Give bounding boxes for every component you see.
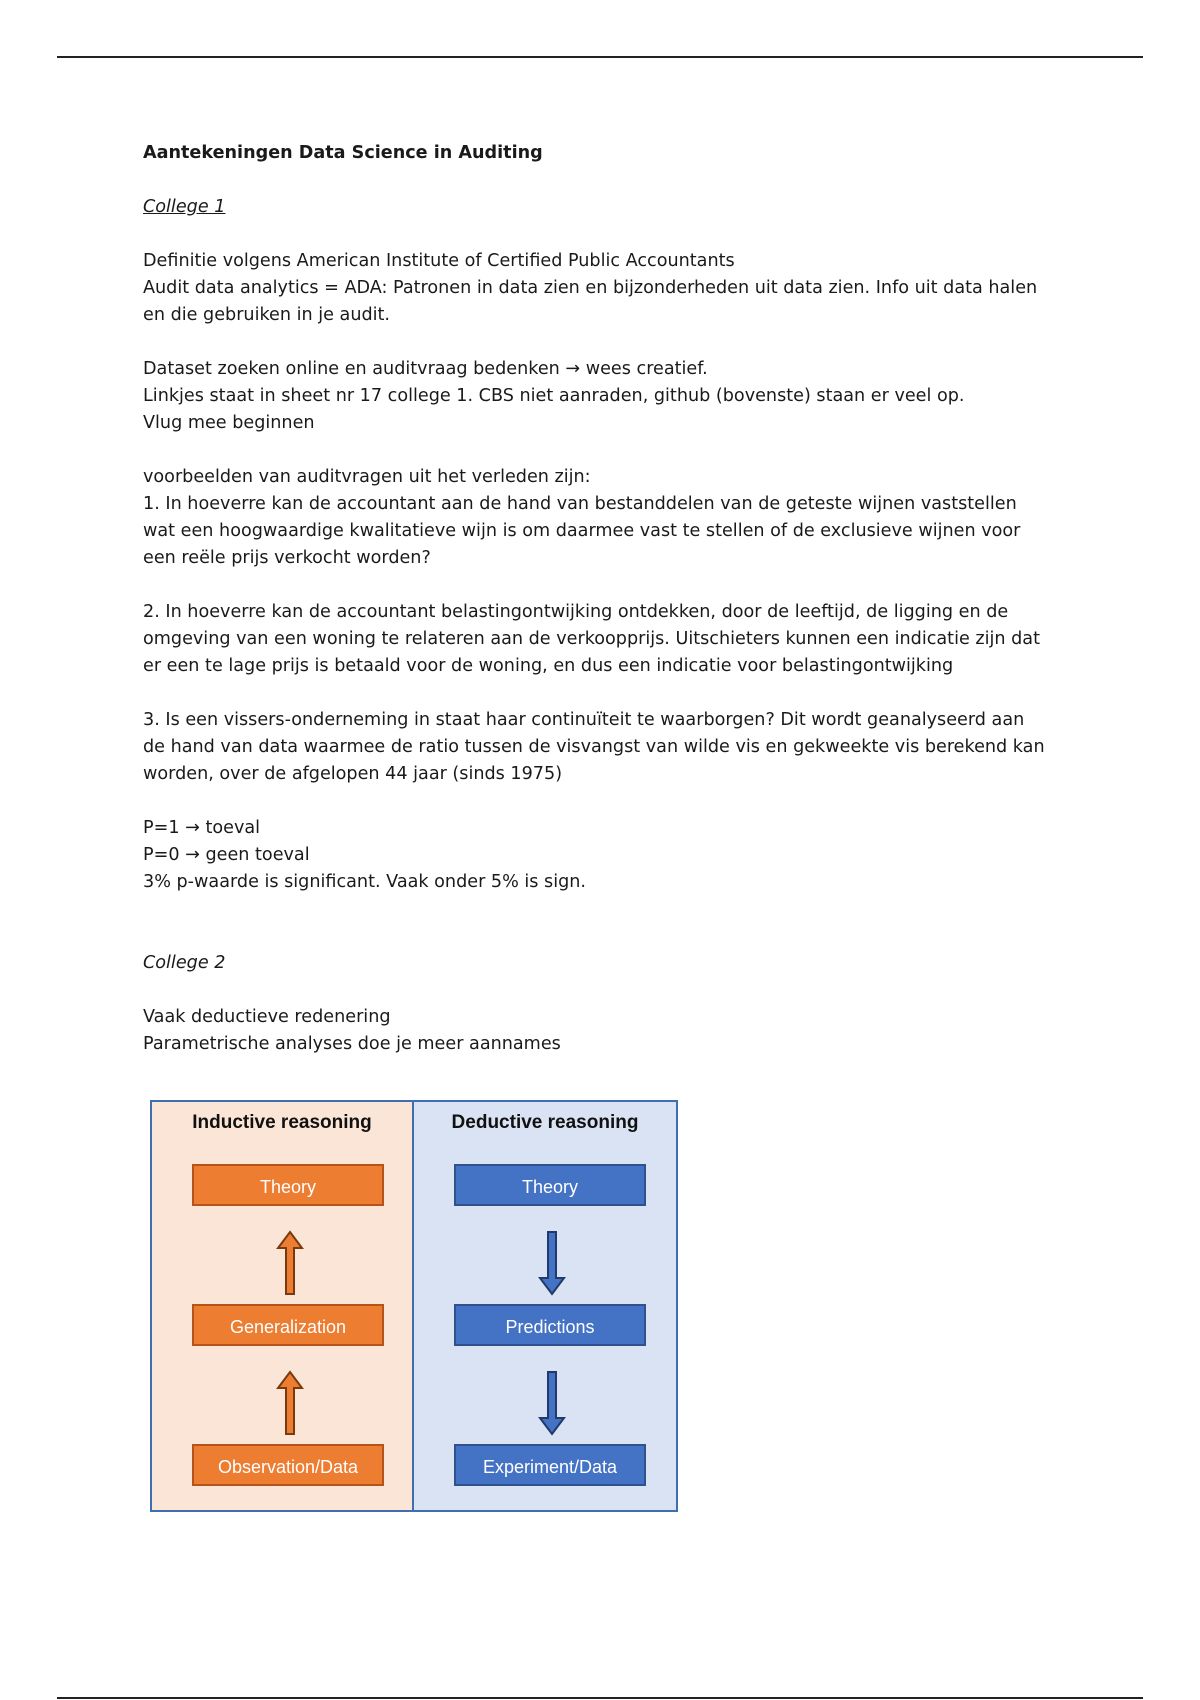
deductive-column bbox=[414, 1102, 676, 1510]
arrow-down-icon bbox=[538, 1370, 566, 1436]
paragraph-line: Definitie volgens American Institute of Certified Public Accountants bbox=[143, 251, 735, 271]
paragraph-line: 3% p-waarde is significant. Vaak onder 5% is sign. bbox=[143, 872, 587, 892]
paragraph-line: een reële prijs verkocht worden? bbox=[143, 548, 431, 568]
paragraph-line: Audit data analytics = ADA: Patronen in data zien en bijzonderheden uit data zien. Info uit data halen bbox=[143, 278, 1038, 298]
header-rule bbox=[57, 56, 1143, 58]
deductive-title: Deductive reasoning bbox=[451, 1112, 639, 1133]
paragraph-line: P=1 → toeval bbox=[143, 818, 261, 838]
document-title: Aantekeningen Data Science in Auditing bbox=[143, 143, 543, 163]
inductive-theory-box: Theory bbox=[192, 1164, 384, 1206]
paragraph-line: Vaak deductieve redenering bbox=[143, 1007, 391, 1027]
inductive-title: Inductive reasoning bbox=[192, 1112, 372, 1133]
paragraph-line: wat een hoogwaardige kwalitatieve wijn is om daarmee vast te stellen of de exclusieve wijnen voor bbox=[143, 521, 1021, 541]
document-body bbox=[143, 140, 1073, 1058]
paragraph-line: 2. In hoeverre kan de accountant belastingontwijking ontdekken, door de leeftijd, de ligging en de bbox=[143, 602, 1009, 622]
deductive-theory-box: Theory bbox=[454, 1164, 646, 1206]
paragraph-line: Linkjes staat in sheet nr 17 college 1. CBS niet aanraden, github (bovenste) staan er veel op. bbox=[143, 386, 965, 406]
arrow-up-icon bbox=[276, 1370, 304, 1436]
paragraph-line: P=0 → geen toeval bbox=[143, 845, 310, 865]
paragraph-line: er een te lage prijs is betaald voor de woning, en dus een indicatie voor belastingontwijking bbox=[143, 656, 954, 676]
deductive-predictions-box: Predictions bbox=[454, 1304, 646, 1346]
inductive-column bbox=[152, 1102, 414, 1510]
inductive-observation-box: Observation/Data bbox=[192, 1444, 384, 1486]
paragraph-line: 3. Is een vissers-onderneming in staat haar continuïteit te waarborgen? Dit wordt geanalyseerd aan bbox=[143, 710, 1025, 730]
paragraph-line: Dataset zoeken online en auditvraag bedenken → wees creatief. bbox=[143, 359, 708, 379]
arrow-up-icon bbox=[276, 1230, 304, 1296]
reasoning-diagram bbox=[150, 1100, 678, 1512]
paragraph-line: de hand van data waarmee de ratio tussen de visvangst van wilde vis en gekweekte vis berekend kan bbox=[143, 737, 1045, 757]
paragraph-line: Parametrische analyses doe je meer aannames bbox=[143, 1034, 561, 1054]
paragraph-line: omgeving van een woning te relateren aan de verkoopprijs. Uitschieters kunnen een indicatie zijn dat bbox=[143, 629, 1040, 649]
paragraph-line: en die gebruiken in je audit. bbox=[143, 305, 391, 325]
paragraph-line: 1. In hoeverre kan de accountant aan de hand van bestanddelen van de geteste wijnen vaststellen bbox=[143, 494, 1017, 514]
footer-rule bbox=[57, 1697, 1143, 1699]
inductive-generalization-box: Generalization bbox=[192, 1304, 384, 1346]
deductive-experiment-box: Experiment/Data bbox=[454, 1444, 646, 1486]
paragraph-line: worden, over de afgelopen 44 jaar (sinds 1975) bbox=[143, 764, 563, 784]
college-1-heading: College 1 bbox=[143, 197, 226, 217]
college-2-heading: College 2 bbox=[143, 953, 226, 973]
arrow-down-icon bbox=[538, 1230, 566, 1296]
paragraph-line: voorbeelden van auditvragen uit het verleden zijn: bbox=[143, 467, 591, 487]
paragraph-line: Vlug mee beginnen bbox=[143, 413, 315, 433]
